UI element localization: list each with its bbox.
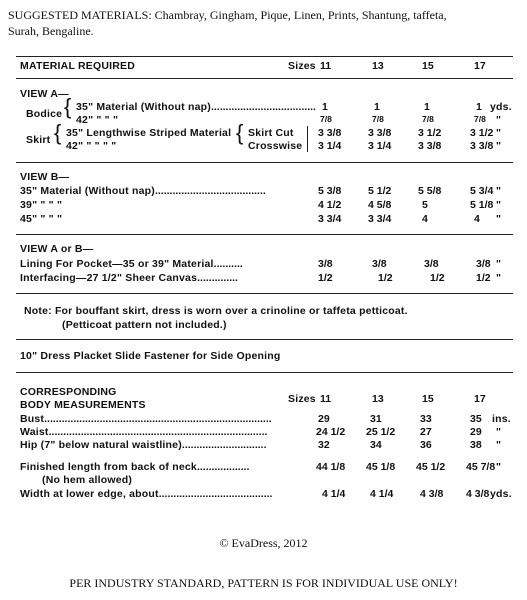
material-required-heading: MATERIAL REQUIRED bbox=[20, 60, 136, 72]
view-ab-r1-ditto: " bbox=[496, 258, 502, 270]
bust-label: Bust.............................................................................. bbox=[20, 413, 272, 425]
view-b-r2-13: 4 5/8 bbox=[368, 199, 392, 211]
view-b-heading: VIEW B— bbox=[20, 171, 70, 183]
size-col-11: 11 bbox=[320, 60, 332, 72]
skirt-row1-11: 3 3/8 bbox=[318, 127, 342, 139]
no-hem-note: (No hem allowed) bbox=[42, 474, 133, 486]
skirt-label: Skirt bbox=[26, 134, 51, 146]
view-ab-r1-17: 3/8 bbox=[476, 258, 491, 270]
view-b-r2-17: 5 1/8 bbox=[470, 199, 494, 211]
rule-after-view-a bbox=[16, 162, 513, 163]
body-sizes-label: Sizes bbox=[288, 393, 316, 405]
skirt-row2-ditto: " bbox=[496, 140, 502, 152]
note-line2: (Petticoat pattern not included.) bbox=[62, 319, 227, 331]
waist-17: 29 bbox=[470, 426, 482, 438]
sizes-label: Sizes bbox=[288, 60, 316, 72]
view-b-r1-17: 5 3/4 bbox=[470, 185, 494, 197]
width-11: 4 1/4 bbox=[322, 488, 346, 500]
waist-11: 24 1/2 bbox=[316, 426, 346, 438]
bodice-brace: { bbox=[64, 94, 72, 119]
width-label: Width at lower edge, about....................................... bbox=[20, 488, 273, 500]
finished-15: 45 1/2 bbox=[416, 461, 446, 473]
skirt-line2: 42" " " " " bbox=[66, 140, 117, 152]
view-ab-r1-11: 3/8 bbox=[318, 258, 333, 270]
hip-13: 34 bbox=[370, 439, 382, 451]
skirt-line1: 35" Lengthwise Striped Material bbox=[66, 127, 232, 139]
skirt-row1-ditto: " bbox=[496, 127, 502, 139]
rule-under-header bbox=[16, 78, 513, 79]
body-size-11: 11 bbox=[320, 393, 332, 405]
view-a-heading: VIEW A— bbox=[20, 88, 69, 100]
view-b-r3-13: 3 3/4 bbox=[368, 213, 392, 225]
hip-label: Hip (7" below natural waistline)............................. bbox=[20, 439, 267, 451]
view-ab-row1-label: Lining For Pocket—35 or 39" Material.......... bbox=[20, 258, 243, 270]
finished-11: 44 1/8 bbox=[316, 461, 346, 473]
bodice-row1-13: 1 bbox=[374, 101, 380, 113]
bust-11: 29 bbox=[318, 413, 330, 425]
bodice-row2-17: 7/8 bbox=[474, 114, 486, 124]
waist-label: Waist........................................................................... bbox=[20, 426, 268, 438]
size-col-17: 17 bbox=[474, 60, 486, 72]
fastener-text: 10" Dress Placket Slide Fastener for Side Opening bbox=[20, 350, 281, 362]
view-b-row3-label: 45" " " " bbox=[20, 213, 63, 225]
view-b-row1-label: 35" Material (Without nap)...................................... bbox=[20, 185, 266, 197]
finished-unit: " bbox=[496, 461, 502, 473]
body-size-17: 17 bbox=[474, 393, 486, 405]
body-size-15: 15 bbox=[422, 393, 434, 405]
rule-after-view-ab bbox=[16, 293, 513, 294]
skirt-row1-13: 3 3/8 bbox=[368, 127, 392, 139]
width-13: 4 1/4 bbox=[370, 488, 394, 500]
view-ab-r1-13: 3/8 bbox=[372, 258, 387, 270]
view-b-r2-ditto: " bbox=[496, 199, 502, 211]
view-b-r3-ditto: " bbox=[496, 213, 502, 225]
rule-after-fastener bbox=[16, 372, 513, 373]
bust-13: 31 bbox=[370, 413, 382, 425]
skirt-row2-13: 3 1/4 bbox=[368, 140, 392, 152]
footer-notice: PER INDUSTRY STANDARD, PATTERN IS FOR INDIVIDUAL USE ONLY! bbox=[69, 576, 458, 590]
view-b-r3-17: 4 bbox=[474, 213, 480, 225]
view-b-r1-11: 5 3/8 bbox=[318, 185, 342, 197]
finished-13: 45 1/8 bbox=[366, 461, 396, 473]
bodice-line2: 42" " " " bbox=[76, 114, 119, 126]
skirt-row2-17: 3 3/8 bbox=[470, 140, 494, 152]
view-b-r1-13: 5 1/2 bbox=[368, 185, 392, 197]
skirt-cut-label: Skirt Cut bbox=[248, 127, 294, 139]
bodice-unit-yds: yds. bbox=[490, 101, 512, 113]
finished-length-label: Finished length from back of neck.................. bbox=[20, 461, 250, 473]
bust-unit: ins. bbox=[492, 413, 511, 425]
finished-17: 45 7/8 bbox=[466, 461, 496, 473]
bodice-ditto: " bbox=[496, 114, 502, 126]
skirt-row1-17: 3 1/2 bbox=[470, 127, 494, 139]
view-b-r2-11: 4 1/2 bbox=[318, 199, 342, 211]
width-unit: yds. bbox=[490, 488, 512, 500]
view-ab-r1-15: 3/8 bbox=[424, 258, 439, 270]
view-ab-r2-17: 1/2 bbox=[476, 272, 491, 284]
bodice-row2-13: 7/8 bbox=[372, 114, 384, 124]
bust-17: 35 bbox=[470, 413, 482, 425]
view-ab-row2-label: Interfacing—27 1/2" Sheer Canvas.............. bbox=[20, 272, 238, 284]
body-size-13: 13 bbox=[372, 393, 384, 405]
skirt-crosswise-label: Crosswise bbox=[248, 140, 303, 152]
size-col-13: 13 bbox=[372, 60, 384, 72]
body-heading1: CORRESPONDING bbox=[20, 386, 117, 398]
width-17: 4 3/8 bbox=[466, 488, 490, 500]
size-col-15: 15 bbox=[422, 60, 434, 72]
view-b-row2-label: 39" " " " bbox=[20, 199, 63, 211]
bodice-row2-11: 7/8 bbox=[320, 114, 332, 124]
view-ab-r2-15: 1/2 bbox=[430, 272, 445, 284]
hip-15: 36 bbox=[420, 439, 432, 451]
body-heading2: BODY MEASUREMENTS bbox=[20, 399, 146, 411]
view-b-r2-15: 5 bbox=[422, 199, 428, 211]
bodice-row2-15: 7/8 bbox=[422, 114, 434, 124]
waist-unit: " bbox=[496, 426, 502, 438]
view-b-r3-15: 4 bbox=[422, 213, 428, 225]
skirt-row2-15: 3 3/8 bbox=[418, 140, 442, 152]
rule-after-view-b bbox=[16, 234, 513, 235]
skirt-row1-15: 3 1/2 bbox=[418, 127, 442, 139]
width-15: 4 3/8 bbox=[420, 488, 444, 500]
view-ab-r2-ditto: " bbox=[496, 272, 502, 284]
note-line1: Note: For bouffant skirt, dress is worn over a crinoline or taffeta petticoat. bbox=[24, 305, 408, 317]
bodice-label: Bodice bbox=[26, 108, 63, 120]
rule-after-note bbox=[16, 339, 513, 340]
view-ab-r2-13: 1/2 bbox=[378, 272, 393, 284]
skirt-row2-11: 3 1/4 bbox=[318, 140, 342, 152]
bodice-line1: 35" Material (Without nap).................................... bbox=[76, 101, 316, 113]
waist-15: 27 bbox=[420, 426, 432, 438]
view-ab-r2-11: 1/2 bbox=[318, 272, 333, 284]
bodice-row1-11: 1 bbox=[322, 101, 328, 113]
bodice-row1-17: 1 bbox=[476, 101, 482, 113]
skirt-bar-right bbox=[307, 126, 308, 152]
hip-11: 32 bbox=[318, 439, 330, 451]
bust-15: 33 bbox=[420, 413, 432, 425]
skirt-cut-brace: { bbox=[236, 120, 244, 145]
suggested-materials-line1: SUGGESTED MATERIALS: Chambray, Gingham, Pique, Linen, Prints, Shantung, taffeta, bbox=[8, 8, 447, 22]
view-ab-heading: VIEW A or B— bbox=[20, 243, 94, 255]
skirt-brace: { bbox=[54, 120, 62, 145]
rule-top bbox=[16, 56, 513, 57]
bodice-row1-15: 1 bbox=[424, 101, 430, 113]
copyright: © EvaDress, 2012 bbox=[219, 536, 308, 550]
suggested-materials-line2: Surah, Bengaline. bbox=[8, 24, 94, 38]
view-b-r1-15: 5 5/8 bbox=[418, 185, 442, 197]
hip-unit: " bbox=[496, 439, 502, 451]
view-b-r3-11: 3 3/4 bbox=[318, 213, 342, 225]
waist-13: 25 1/2 bbox=[366, 426, 396, 438]
view-b-r1-ditto: " bbox=[496, 185, 502, 197]
hip-17: 38 bbox=[470, 439, 482, 451]
